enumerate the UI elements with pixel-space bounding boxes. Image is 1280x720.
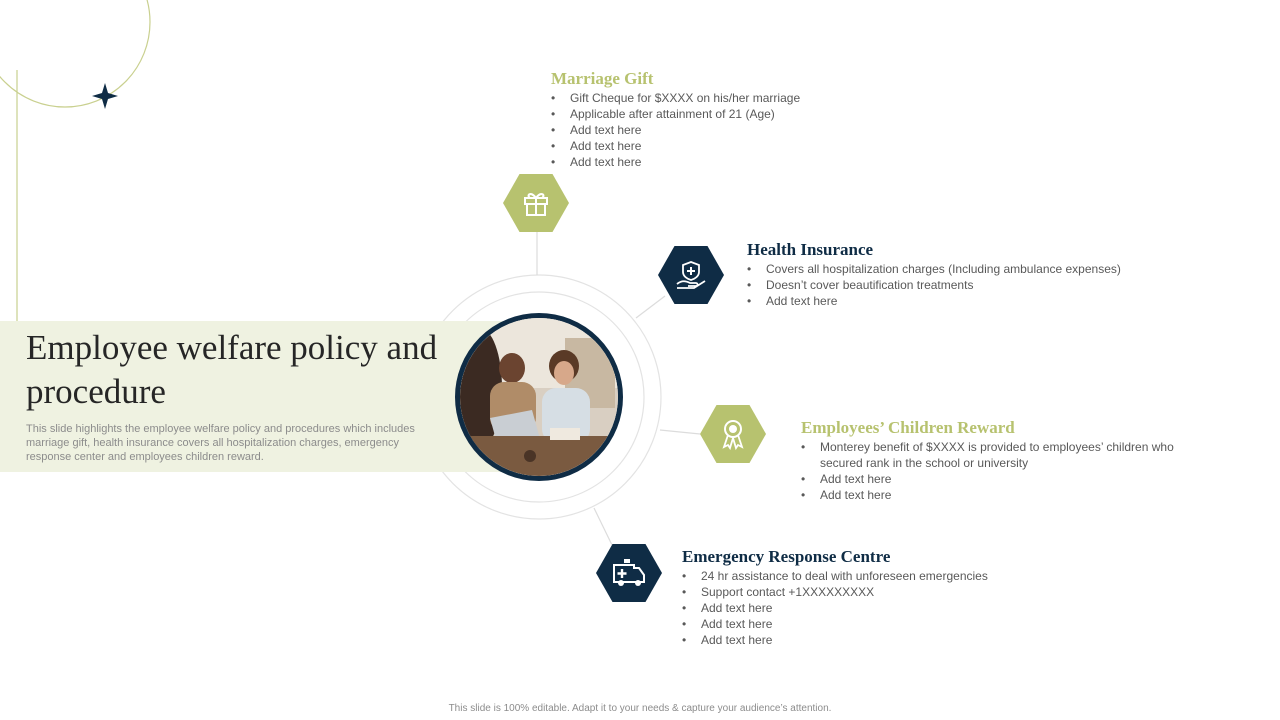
bullet-item: • 24 hr assistance to deal with unforeseen emergencies: [682, 568, 1042, 584]
bullet-item: • Add text here: [747, 293, 1177, 309]
health-insurance-title: Health Insurance: [747, 240, 874, 259]
bullet-item: • Covers all hospitalization charges (Including ambulance expenses): [747, 261, 1177, 277]
bullet-item: • Add text here: [682, 600, 1042, 616]
bullet-item: • Applicable after attainment of 21 (Age): [551, 106, 881, 122]
marriage-gift-title: Marriage Gift: [551, 69, 654, 88]
children-reward-title: Employees’ Children Reward: [801, 418, 1015, 437]
bullet-item: • Add text here: [682, 616, 1042, 632]
bullet-item: • Add text here: [551, 122, 881, 138]
bullet-item: • Add text here: [801, 487, 1201, 503]
health-insurance-bullets: [747, 261, 1177, 309]
slide-description: This slide highlights the employee welfare policy and procedures which includes marriage gift, health insurance covers all hospitalization charges, emergency response center and employees children reward.: [26, 423, 415, 463]
corner-arc: [0, 0, 150, 107]
bullet-item: • Add text here: [551, 138, 881, 154]
emergency-centre-title: Emergency Response Centre: [682, 547, 891, 566]
center-photo: [455, 313, 623, 481]
insurance-hand-shield-icon: [674, 258, 708, 292]
health-insurance-block: [747, 240, 1177, 309]
bullet-item: • Monterey benefit of $XXXX is provided to employees’ children who secured rank in the school or university: [801, 439, 1201, 471]
slide-title: Employee welfare policy and procedure: [26, 328, 438, 411]
marriage-gift-bullets: [551, 90, 881, 170]
emergency-centre-block: [682, 547, 1042, 648]
connector-emergency: [594, 508, 612, 545]
bullet-item: • Support contact +1XXXXXXXXX: [682, 584, 1042, 600]
gift-icon: [519, 186, 553, 220]
bullet-item: • Doesn’t cover beautification treatments: [747, 277, 1177, 293]
sparkle-star-icon: [92, 83, 118, 109]
bullet-item: • Add text here: [551, 154, 881, 170]
emergency-centre-bullets: [682, 568, 1042, 648]
children-reward-bullets: [801, 439, 1201, 503]
connector-children: [660, 430, 700, 434]
children-reward-block: [801, 418, 1201, 503]
bullet-item: • Gift Cheque for $XXXX on his/her marriage: [551, 90, 881, 106]
award-ribbon-icon: [716, 417, 750, 451]
bullet-item: • Add text here: [801, 471, 1201, 487]
ambulance-icon: [612, 556, 646, 590]
bullet-item: • Add text here: [682, 632, 1042, 648]
marriage-gift-block: [551, 69, 881, 170]
slide-footer: This slide is 100% editable. Adapt it to your needs & capture your audience’s attention.: [448, 703, 832, 714]
connector-health: [636, 296, 665, 318]
people-working-photo: [460, 318, 618, 476]
